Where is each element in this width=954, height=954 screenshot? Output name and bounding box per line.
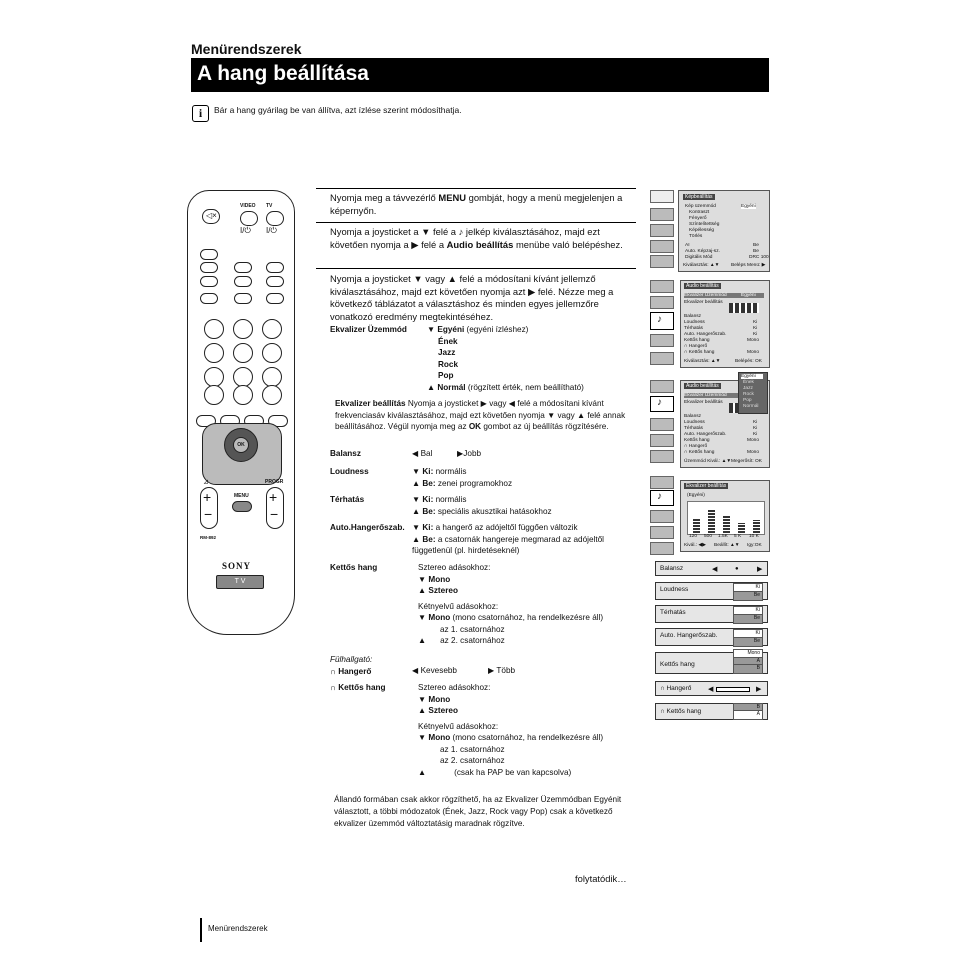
- balansz-bar: Balansz ◀ ● ▶: [655, 561, 768, 576]
- ok-button: OK: [233, 437, 249, 453]
- menu-icon: [650, 542, 674, 555]
- terhatas-label: Térhatás: [330, 495, 365, 504]
- power-video-icon: I/⏻: [240, 226, 251, 235]
- menu-icon: [650, 352, 674, 365]
- menu-icon: [650, 450, 674, 463]
- tv-power-button: [266, 211, 284, 226]
- remote-control: [187, 190, 295, 635]
- number-button: [204, 343, 224, 363]
- headphone-block: Fülhallgató: ∩ Hangerő: [330, 655, 373, 676]
- ekv-mode-label: Ekvalizer Üzemmód: [330, 325, 407, 334]
- step-divider: [316, 188, 636, 189]
- program-rocker: + −: [266, 487, 284, 529]
- eq-band-bar: [723, 516, 730, 533]
- title-bar: [191, 58, 769, 92]
- screen-audio-popup: [650, 374, 770, 470]
- loudness-bar: Loudness Ki Be: [655, 582, 768, 600]
- number-button: [204, 319, 224, 339]
- remote-button: [200, 276, 218, 287]
- headphone-less: ◀ Kevesebb: [412, 666, 457, 675]
- number-button: [204, 385, 224, 405]
- menu-icon: [650, 380, 674, 393]
- balansz-label: Balansz: [330, 449, 361, 458]
- equalizer-panel: Ekvalizer beállítás (Egyéni) 120 500 1.5K 5 K 10 K Kivál.: ◀▶ Beállít: ▲▼ Igy:OK: [680, 480, 770, 552]
- remote-button: [266, 293, 284, 304]
- power-tv-icon: I/⏻: [266, 226, 277, 235]
- eq-band-bar: [708, 509, 715, 533]
- menu-icon: [650, 255, 674, 268]
- screen-equalizer: [650, 476, 770, 556]
- hp-volume-bar: ∩ Hangerő ◀ ▶: [655, 681, 768, 696]
- mute-button: ◁×: [202, 209, 220, 224]
- tv-badge: T V: [216, 575, 264, 589]
- remote-button: [200, 249, 218, 260]
- kettos-options: Sztereo adásokhoz: ▼ Mono ▲ Sztereo Kétnyelvű adásokhoz: ▼ Mono (mono csatornához, ha rendelkezésre áll) az 1. csatornához ▲ az 2. csatornához: [418, 563, 604, 645]
- footer-bar: [200, 918, 202, 942]
- number-button: [262, 367, 282, 387]
- terhatas-bar: Térhatás Ki Be: [655, 605, 768, 623]
- menu-icon: [650, 434, 674, 447]
- ekv-set-row: Ekvalizer beállítás Nyomja a joysticket ▶ vagy ◀ felé a módosítani kívánt frekvenciasáv kiválasztásához, majd ezt követően nyomja ▼ vagy ▲ felé annak beállításához. Végül nyomja meg az OK gombot az új beállítás rögzítésére.: [335, 399, 626, 431]
- auto-label: Auto.Hangerőszab.: [330, 523, 405, 532]
- audio-menu-icon: [650, 208, 674, 221]
- screen-picture: [650, 190, 770, 270]
- section-heading: Menürendszerek: [191, 41, 302, 57]
- screen-audio: [650, 280, 770, 368]
- terhatas-options: ▼ Ki: normális ▲ Be: speciális akusztikai hatásokhoz: [412, 495, 552, 516]
- picture-menu-icon: [650, 190, 674, 203]
- step-2: Nyomja a joysticket a ▼ felé a ♪ jelkép kiválasztásához, majd ezt követően nyomja a ▶ felé a Audio beállítás menübe való belépéshez.: [330, 226, 623, 250]
- tv-label: TV: [266, 203, 273, 209]
- remote-button: [266, 262, 284, 273]
- picture-menu-panel: Képbeállítás Kép üzemmód Egyéni Kontraszt Fényerő Színtelítettség Képélesség Törlés AI Be Auto. Képzaj-sz. Be Digitális Mód DRC 100 Kiválasztás: ▲▼ Beléps Menü: ▶: [678, 190, 770, 272]
- auto-bar: Auto. Hangerőszab. Ki Be: [655, 628, 768, 646]
- number-button: [233, 367, 253, 387]
- remote-button: [234, 293, 252, 304]
- step-divider: [316, 222, 636, 223]
- menu-icon: [650, 334, 674, 347]
- step-divider: [316, 268, 636, 269]
- model-label: RM-892: [200, 535, 217, 540]
- number-button: [233, 385, 253, 405]
- auto-options: ▼ Ki: a hangerő az adójeltől függően változik ▲ Be: a csatornák hangereje megmarad az adójeltől függetlenül (pl. hirdetéseknél): [412, 523, 604, 555]
- menu-icon: [650, 510, 674, 523]
- loudness-options: ▼ Ki: normális ▲ Be: zenei programokhoz: [412, 467, 513, 488]
- audio-menu-icon: ♪: [650, 396, 674, 412]
- joystick: [224, 428, 258, 462]
- menu-icon: [650, 240, 674, 253]
- eq-band-bar: [753, 520, 760, 533]
- remote-button: [266, 276, 284, 287]
- audio-menu-icon: ♪: [650, 490, 674, 506]
- eq-band-bar: [738, 523, 745, 533]
- number-button: [233, 343, 253, 363]
- remote-button: [234, 262, 252, 273]
- menu-button: [232, 501, 252, 512]
- info-icon: i: [192, 105, 209, 122]
- volume-icon: ◿: [204, 479, 208, 485]
- picture-menu-icon: [650, 280, 674, 293]
- menu-label: MENU: [234, 493, 249, 499]
- footer-text: Menürendszerek: [208, 924, 268, 933]
- number-button: [262, 385, 282, 405]
- volume-rocker: + −: [200, 487, 218, 529]
- ekv-mode-popup: Egyéni Ének Jazz Rock Pop Normál: [738, 372, 768, 414]
- hp-kettos-options: Sztereo adásokhoz: ▼ Mono ▲ Sztereo Kétnyelvű adásokhoz: ▼ Mono (mono csatornához, ha rendelkezésre áll) az 1. csatornához az 2. csatornához ▲ (csak ha PAP be van kapcsolva): [418, 683, 604, 777]
- kettos-label: Kettős hang: [330, 563, 378, 572]
- note-text: Állandó formában csak akkor rögzíthető, ha az Ekvalizer Üzemmódban Egyénit választott, a többi módozatok (Ének, Jazz, Rock vagy Pop) csak a következő ekvalizer üzemmód változtatásig maradnak rögzítve.: [334, 795, 622, 828]
- remote-button: [200, 293, 218, 304]
- step-1: Nyomja meg a távvezérlő MENU gombját, hogy a menü megjelenjen a képernyőn.: [330, 192, 623, 216]
- video-power-button: [240, 211, 258, 226]
- step-3: Nyomja a joysticket ▼ vagy ▲ felé a módosítani kívánt jellemző kiválasztásához, majd ezt követően nyomja azt ▶ felé. Nézze meg a következő táblázatot a választáshoz és minden egyes jellemzőre vonatkozó eredmény megtekintéséhez.: [330, 273, 614, 322]
- progr-label: PROGR: [265, 479, 284, 485]
- number-button: [204, 367, 224, 387]
- remote-button: [200, 262, 218, 273]
- menu-icon: [650, 526, 674, 539]
- menu-icon: [650, 224, 674, 237]
- number-button: [262, 343, 282, 363]
- video-label: VIDEO: [240, 203, 256, 209]
- balansz-right: ▶Jobb: [457, 449, 482, 458]
- page-title: A hang beállítása: [197, 62, 369, 85]
- number-button: [233, 319, 253, 339]
- ekv-mode-options: ▼ Egyéni (egyéni ízléshez) Ének Jazz Rock Pop ▲ Normál (rögzített érték, nem beállítható): [427, 325, 584, 392]
- hp-kettos-bar: ∩ Kettős hang B A: [655, 703, 768, 720]
- brand-logo: SONY: [222, 561, 252, 571]
- balansz-left: ◀ Bal: [412, 449, 433, 458]
- menu-icon: [650, 296, 674, 309]
- continued-label: folytatódik…: [575, 873, 627, 884]
- audio-menu-panel: Audio beállítás Ekvalizer Üzemmód Egyéni Ekvalizer beállítás Balansz Loudness Ki Térhatás Ki Auto. Hangerőszab. Ki Kettős hang Mono ∩ Hangerő ∩ Kettős hang Mono Kiválasztás: ▲▼ Belépés: OK: [680, 280, 770, 368]
- menu-icon: [650, 418, 674, 431]
- audio-popup-panel: Audio beállítás Ekvalizer Üzemmód Ekvalizer beállítás Balansz Loudness Ki Térhatás Ki Auto. Hangerőszab. Ki Kettős hang Mono ∩ Hangerő ∩ Kettős hang Mono Üzemmód Kivál.: ▲▼ Megerősít: OK: [680, 380, 770, 468]
- audio-menu-icon: ♪: [650, 312, 674, 330]
- number-button: [262, 319, 282, 339]
- headphone-more: ▶ Több: [488, 666, 516, 675]
- remote-button: [234, 276, 252, 287]
- hp-kettos-label: ∩ Kettős hang: [330, 683, 386, 692]
- eq-band-bar: [693, 518, 700, 533]
- loudness-label: Loudness: [330, 467, 369, 476]
- kettos-bar: Kettős hang Mono A B: [655, 652, 768, 674]
- menu-icon: [650, 476, 674, 489]
- eq-graph: [687, 501, 765, 535]
- intro-text: Bár a hang gyárilag be van állítva, azt ízlése szerint módosíthatja.: [214, 105, 462, 115]
